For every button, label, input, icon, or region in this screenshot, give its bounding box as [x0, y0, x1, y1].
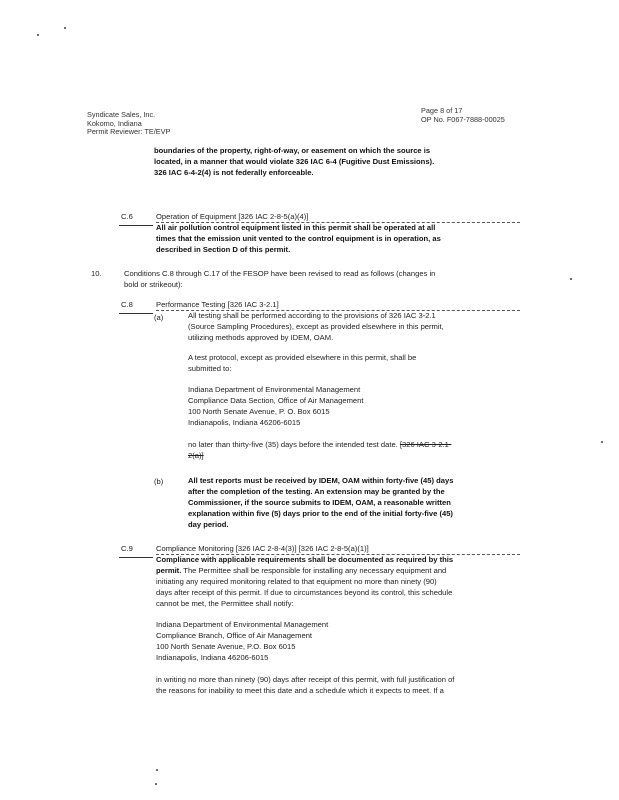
scan-speck	[570, 278, 572, 280]
c8-b-line: Commissioner, if the source submits to IDEM, OAM, a reasonable written	[188, 498, 451, 507]
header-left-line: Permit Reviewer: TE/EVP	[87, 127, 171, 136]
item-number: 10.	[91, 269, 102, 278]
scan-speck	[37, 34, 39, 36]
item-line: Conditions C.8 through C.17 of the FESOP have been revised to read as follows (changes in	[124, 269, 436, 278]
section-number: C.9	[121, 544, 133, 553]
c8-a-line: (Source Sampling Procedures), except as provided elsewhere in this permit,	[188, 322, 444, 331]
number-rule	[119, 225, 153, 226]
c8-b-line: explanation within five (5) days prior to the end of the initial forty-five (45)	[188, 509, 453, 518]
protocol-line: A test protocol, except as provided elsewhere in this permit, shall be	[188, 353, 417, 362]
number-rule	[119, 557, 153, 558]
intro-line: boundaries of the property, right-of-way, or easement on which the source is	[154, 146, 431, 155]
deadline-strikeout: 2(a)]	[188, 451, 204, 460]
address-line: Indiana Department of Environmental Management	[188, 385, 361, 394]
scan-speck	[64, 27, 66, 29]
section-title: Performance Testing [326 IAC 3-2.1]	[156, 300, 279, 309]
intro-line: located, in a manner that would violate 326 IAC 6-4 (Fugitive Dust Emissions).	[154, 157, 435, 166]
address-line: Indiana Department of Environmental Management	[156, 620, 329, 629]
c9-line	[156, 566, 446, 577]
intro-line: 326 IAC 6-4-2(4) is not federally enforceable.	[154, 168, 314, 177]
address-line: 100 North Senate Avenue, P.O. Box 6015	[156, 642, 296, 651]
header-right-line: Page 8 of 17	[421, 106, 463, 115]
subitem-label: (a)	[154, 313, 164, 322]
c6-line: times that the emission unit vented to the control equipment is in operation, as	[156, 234, 441, 243]
number-rule	[119, 313, 153, 314]
c6-line: All air pollution control equipment listed in this permit shall be operated at all	[156, 223, 436, 232]
item-line: bold or strikeout):	[124, 280, 183, 289]
section-number: C.6	[121, 212, 133, 221]
c9-tail-line: the reasons for inability to meet this date and a schedule which it expects to meet. If a	[156, 686, 444, 695]
protocol-line: submitted to:	[188, 364, 232, 373]
c9-line: days after receipt of this permit. If due to circumstances beyond its control, this schedule	[156, 588, 453, 597]
deadline-line	[188, 440, 451, 451]
c9-bold-line: permit.	[156, 566, 182, 575]
header-left-line: Kokomo, Indiana	[87, 118, 142, 128]
address-line: Compliance Branch, Office of Air Management	[156, 631, 313, 640]
header-left-line: Syndicate Sales, Inc.	[87, 110, 156, 119]
deadline-text: no later than thirty-five (35) days before the intended test date.	[188, 440, 398, 449]
c9-line: initiating any required monitoring related to that equipment no more than ninety (90)	[156, 577, 437, 586]
header-right-line: OP No. F067-7888-00025	[421, 115, 505, 124]
address-line: Indianapolis, Indiana 46206-6015	[188, 418, 301, 427]
c9-line: cannot be met, the Permittee shall notify:	[156, 599, 294, 608]
scan-speck	[601, 441, 603, 443]
address-line: 100 North Senate Avenue, P. O. Box 6015	[188, 407, 330, 416]
address-line: Compliance Data Section, Office of Air Management	[188, 396, 364, 405]
c9-bold-line: Compliance with applicable requirements shall be documented as required by this	[156, 555, 454, 564]
c6-line: described in Section D of this permit.	[156, 245, 291, 254]
c8-b-line: day period.	[188, 520, 229, 529]
scan-speck	[156, 769, 158, 771]
section-title: Operation of Equipment [326 IAC 2-8-5(a)(4)]	[156, 212, 309, 221]
c8-a-line: All testing shall be performed according to the provisions of 326 IAC 3-2.1	[188, 311, 436, 320]
deadline-strikeout: [326 IAC 3-2.1-	[399, 440, 452, 449]
section-title: Compliance Monitoring [326 IAC 2-8-4(3)] [326 IAC 2-8-5(a)(1)]	[156, 544, 369, 553]
section-number: C.8	[121, 300, 133, 309]
c8-b-line: after the completion of the testing. An extension may be granted by the	[188, 487, 445, 496]
address-line: Indianapolis, Indiana 46206-6015	[156, 653, 269, 662]
c9-tail-line: in writing no more than ninety (90) days after receipt of this permit, with full justification of	[156, 675, 455, 684]
subitem-label: (b)	[154, 477, 164, 486]
c8-b-line: All test reports must be received by IDEM, OAM within forty-five (45) days	[188, 476, 454, 485]
c9-line-rest: The Permittee shall be responsible for installing any necessary equipment and	[181, 566, 447, 575]
c8-a-line: utilizing methods approved by IDEM, OAM.	[188, 333, 334, 342]
scan-speck	[155, 783, 157, 785]
